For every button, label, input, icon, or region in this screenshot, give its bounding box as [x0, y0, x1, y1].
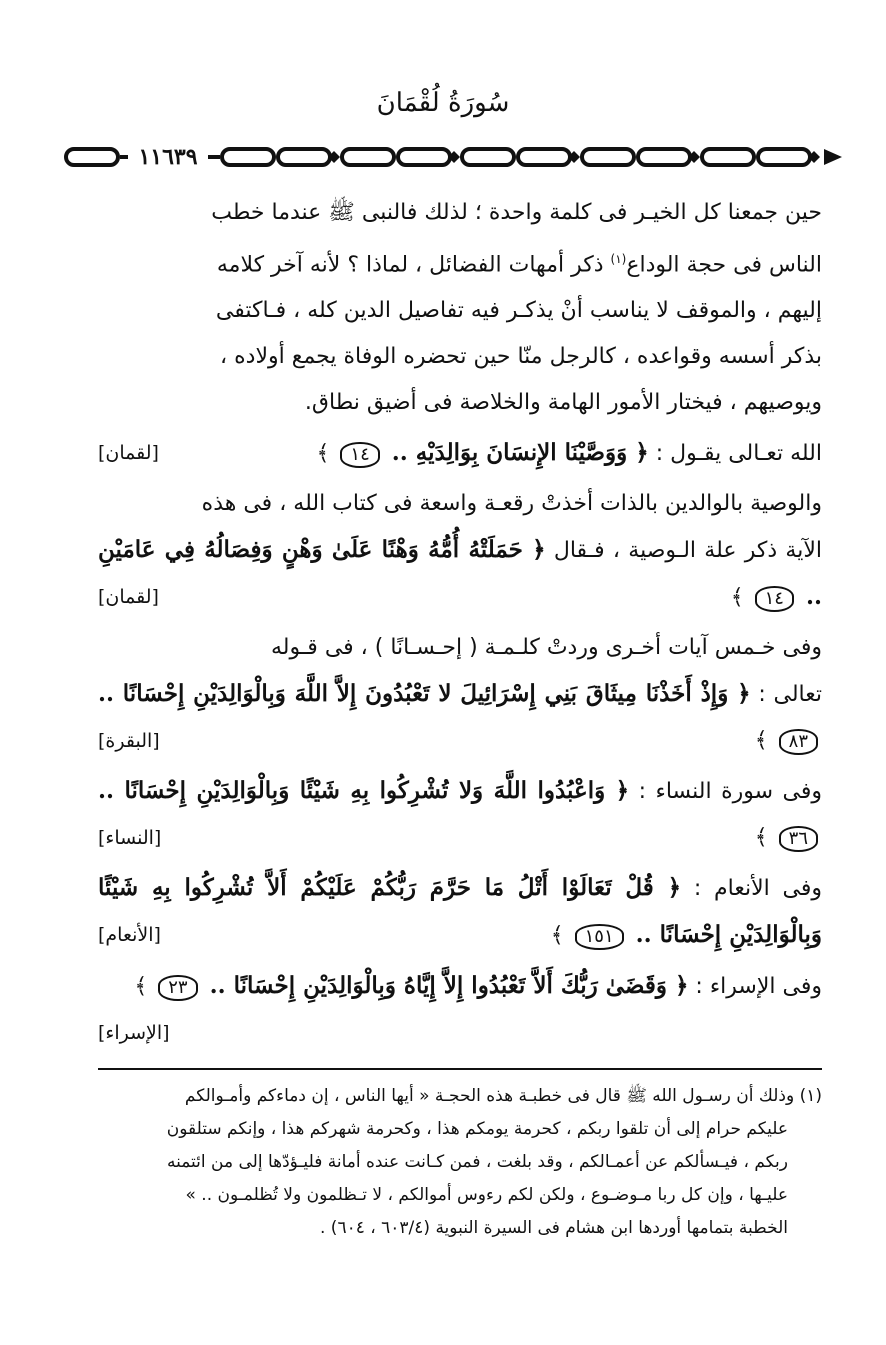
- text-line: ويوصيهم ، فيختار الأمور الهامة والخلاصة فى أضيق نطاق.: [304, 390, 822, 416]
- quran-verse: ﴿ وَإِذْ أَخَذْنَا مِيثَاقَ بَنِي إِسْرَائِيلَ لا تَعْبُدُونَ إِلاَّ اللَّهَ وَبِالْوَالِدَيْنِ إِحْسَانًا ..: [98, 680, 751, 708]
- verse-close-bracket: ﴾: [316, 441, 337, 467]
- paragraph-4: [98, 625, 822, 764]
- paragraph-2: [98, 430, 822, 477]
- paragraph-1: [98, 190, 822, 426]
- text-line: وفى خـمس آيات أخـرى وردتْ كلـمـة ( إحـسـانًا ) ، فى قـوله: [271, 635, 822, 661]
- text-line: ذكر أمهات الفضائل ، لماذا ؟ لأنه آخر كلامه: [216, 252, 611, 278]
- verse-number: ١٥١: [575, 924, 624, 950]
- footnote-divider: [98, 1068, 822, 1070]
- footnote-line: (١) وذلك أن رسـول الله ﷺ قال فى خطبـة هذه الحجـة « أيها الناس ، إن دماءكم وأمـوالكم: [184, 1086, 822, 1106]
- surah-reference: [لقمان]: [98, 442, 159, 465]
- verse-close-bracket: ﴾: [754, 728, 775, 754]
- text-line: والوصية بالوالدين بالذات أخذتْ رقعـة واسعة فى كتاب الله ، فى هذه: [201, 491, 822, 517]
- footnotes: [88, 1080, 822, 1245]
- text-line: الناس فى حجة الوداع: [626, 252, 822, 278]
- verse-close-bracket: ﴾: [754, 825, 775, 851]
- verse-number: ٨٣: [779, 729, 818, 755]
- quran-verse: ﴿ حَمَلَتْهُ أُمُّهُ وَهْنًا عَلَىٰ وَهْنٍ وَفِصَالُهُ فِي عَامَيْنِ ..: [98, 536, 822, 611]
- paragraph-6: [98, 865, 822, 959]
- page-number: ١١٦٣٩: [128, 143, 208, 171]
- footnote-line: عليـها ، وإن كل ربا مـوضـوع ، ولكن لكم رءوس أموالكم ، لا تـظلمون ولا تُظلمـون .. »: [185, 1185, 788, 1205]
- intro-text: الله تعـالى يقـول :: [648, 441, 822, 467]
- paragraph-3: [98, 481, 822, 621]
- surah-reference: [لقمان]: [98, 586, 159, 609]
- footnote-line: الخطبة بتمامها أوردها ابن هشام فى السيرة النبوية (٦٠٣/٤ ، ٦٠٤) .: [319, 1218, 788, 1238]
- quran-verse: ﴿ قُلْ تَعَالَوْا أَتْلُ مَا حَرَّمَ رَبُّكُمْ عَلَيْكُمْ أَلاَّ تُشْرِكُوا بِهِ شَيْئًا وَبِالْوَالِدَيْنِ إِحْسَانًا ..: [98, 874, 822, 949]
- text-line: حين جمعنا كل الخيـر فى كلمة واحدة ؛ لذلك فالنبى ﷺ عندما خطب: [211, 200, 822, 225]
- verse-close-bracket: ﴾: [134, 974, 155, 1000]
- verse-number: ١٤: [340, 442, 379, 468]
- text-line: الآية ذكر علة الـوصية ، فـقال: [545, 538, 822, 564]
- surah-reference: [البقرة]: [98, 730, 160, 753]
- paragraph-7: [98, 963, 822, 1045]
- intro-text: وفى سورة النساء :: [629, 779, 822, 805]
- verse-close-bracket: ﴾: [730, 585, 751, 611]
- verse-number: ١٤: [755, 586, 794, 612]
- quran-verse: ﴿ وَقَضَىٰ رَبُّكَ أَلاَّ تَعْبُدُوا إِلاَّ إِيَّاهُ وَبِالْوَالِدَيْنِ إِحْسَانًا ..: [201, 972, 689, 1000]
- surah-reference: [النساء]: [98, 827, 162, 850]
- verse-close-bracket: ﴾: [550, 923, 571, 949]
- surah-title: سُورَةُ لُقْمَانَ: [376, 88, 510, 118]
- intro-text: وفى الإسراء :: [688, 974, 822, 1000]
- footnote-marker[interactable]: (١): [610, 252, 627, 266]
- verse-number: ٣٦: [779, 826, 818, 852]
- paragraph-5: [98, 768, 822, 861]
- footnote-line: عليكم حرام إلى أن تلقوا ربكم ، كحرمة يومكم هذا ، وكحرمة شهركم هذا ، وإنكم ستلقون: [166, 1119, 788, 1139]
- text-line: إليهم ، والموقف لا يناسب أنْ يذكـر فيه تفاصيل الدين كله ، فـاكتفى: [215, 298, 822, 324]
- surah-reference: [الإسراء]: [98, 1022, 170, 1045]
- main-text: [98, 190, 822, 1056]
- verse-number: ٢٣: [158, 975, 197, 1001]
- quran-verse: ﴿ وَوَصَّيْنَا الإِنسَانَ بِوَالِدَيْهِ ..: [383, 439, 649, 467]
- text-line: بذكر أسسه وقواعده ، كالرجل منّا حين تحضره الوفاة يجمع أولاده ،: [220, 344, 822, 370]
- text-line: تعالى :: [750, 682, 822, 708]
- surah-reference: [الأنعام]: [98, 924, 161, 947]
- intro-text: وفى الأنعام :: [681, 876, 822, 902]
- quran-verse: ﴿ وَاعْبُدُوا اللَّهَ وَلا تُشْرِكُوا بِهِ شَيْئًا وَبِالْوَالِدَيْنِ إِحْسَانًا ..: [98, 777, 630, 805]
- footnote-line: ربكم ، فيـسألكم عن أعمـالكم ، وقد بلغت ، فمن كـانت عنده أمانة فليـؤدّها إلى من ائتمنه: [166, 1152, 788, 1172]
